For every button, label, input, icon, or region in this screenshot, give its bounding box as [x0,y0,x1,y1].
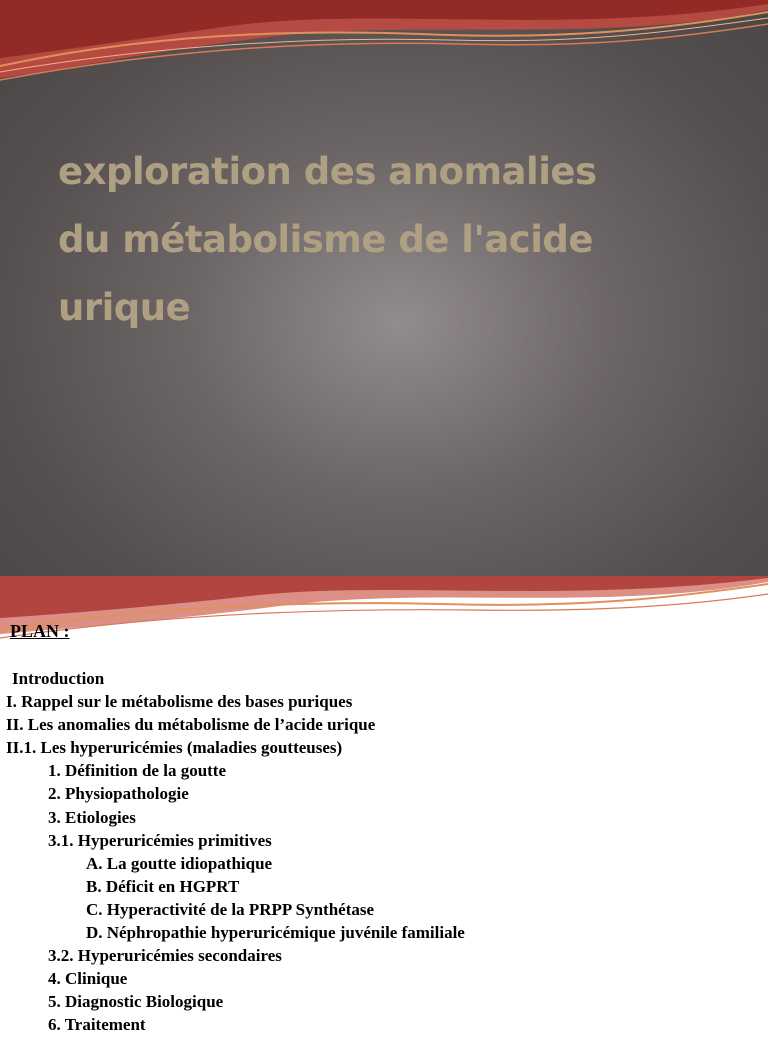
plan-item: 3. Etiologies [48,807,136,827]
plan-item: 2. Physiopathologie [48,784,189,804]
plan-item: II.1. Les hyperuricémies (maladies goutteuses) [6,738,343,758]
plan-item: 3.2. Hyperuricémies secondaires [48,946,282,966]
plan-item: I. Rappel sur le métabolisme des bases puriques [6,692,353,712]
plan-item: 4. Clinique [48,969,128,989]
plan-item: C. Hyperactivité de la PRPP Synthétase [86,899,375,919]
slide-title [58,138,748,342]
plan-list [0,667,465,1037]
plan-item: Introduction [12,669,105,688]
decorative-swoosh-top [0,576,768,646]
plan-item: II. Les anomalies du métabolisme de l’acide urique [6,715,376,735]
plan-item: 5. Diagnostic Biologique [48,992,224,1012]
plan-heading: PLAN : [10,621,70,641]
plan-item: 6. Traitement [48,1015,146,1035]
decorative-swoosh-top [0,0,768,120]
title-line: exploration des anomalies [58,150,597,193]
plan-item: D. Néphropathie hyperuricémique juvénile familiale [86,923,465,943]
plan-item: 1. Définition de la goutte [48,761,227,781]
plan-item: A. La goutte idiopathique [86,853,273,873]
plan-item: 3.1. Hyperuricémies primitives [48,830,272,850]
title-line: urique [58,286,191,329]
plan-item: B. Déficit en HGPRT [86,876,240,896]
plan-slide [0,576,768,1035]
title-line: du métabolisme de l'acide [58,218,593,261]
